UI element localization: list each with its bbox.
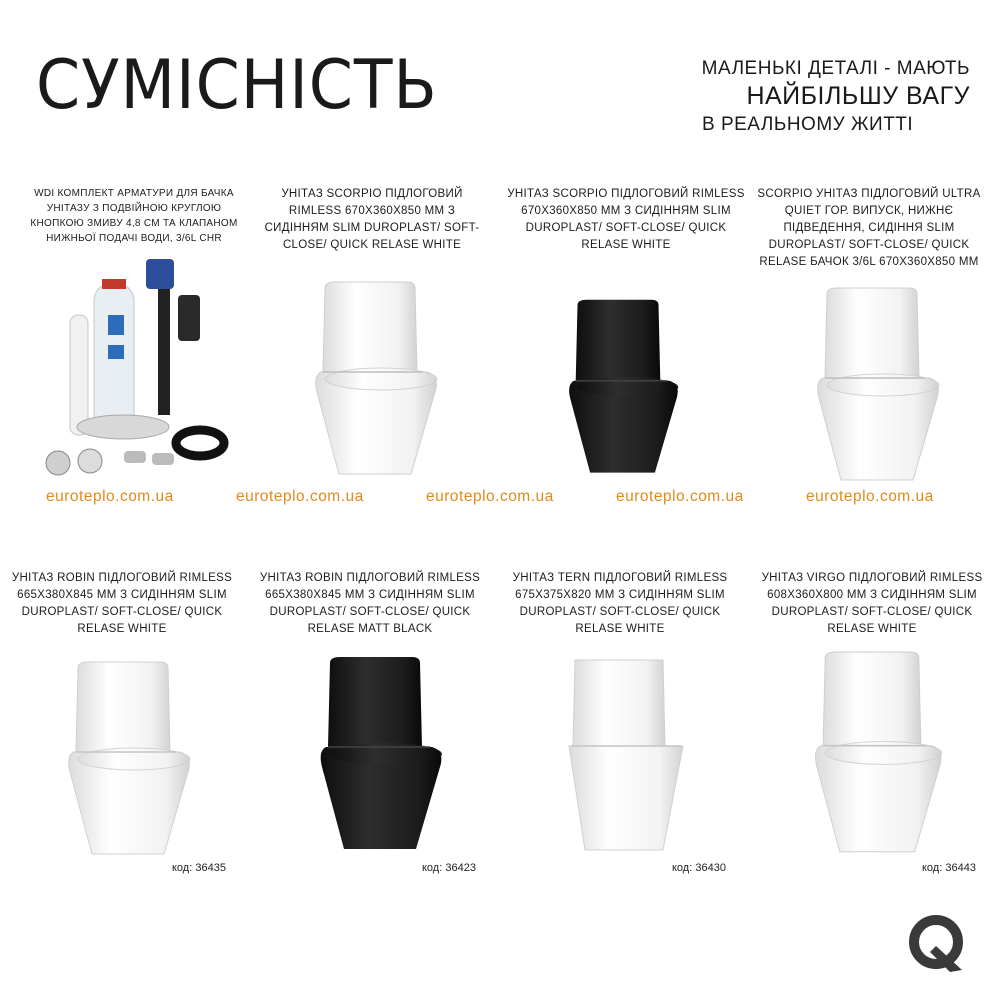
tern-white-image (545, 650, 695, 858)
site-url-3: euroteplo.com.ua (426, 488, 554, 505)
caption-tern-white: УНІТАЗ TERN ПІДЛОГОВИЙ RIMLESS 675Х375Х820 ММ З СИДІННЯМ SLIM DUROPLAST/ SOFT-CLOSE/ QUICK RELASE WHITE (512, 572, 728, 635)
product-code-36435: код: 36435 (172, 862, 226, 874)
site-url-2: euroteplo.com.ua (236, 488, 364, 505)
tagline-line-2: НАЙБІЛЬШУ ВАГУ (746, 82, 970, 110)
site-url-5: euroteplo.com.ua (806, 488, 934, 505)
brand-logo-icon (906, 912, 970, 976)
site-url-1: euroteplo.com.ua (46, 488, 174, 505)
virgo-white-image (790, 650, 954, 858)
flush-kit-image (38, 255, 238, 485)
caption-virgo-white: УНІТАЗ VIRGO ПІДЛОГОВИЙ RIMLESS 608Х360Х800 ММ З СИДІННЯМ SLIM DUROPLAST/ SOFT-CLOSE/ QUICK RELASE WHITE (761, 572, 983, 635)
caption-scorpio-white: УНІТАЗ SCORPIO ПІДЛОГОВИЙ RIMLESS 670Х360Х850 ММ З СИДІННЯМ SLIM DUROPLAST/ SOFT-CLOSE/ QUICK RELASE WHITE (264, 188, 480, 251)
caption-robin-black: УНІТАЗ ROBIN ПІДЛОГОВИЙ RIMLESS 665Х380Х845 ММ З СИДІННЯМ SLIM DUROPLAST/ SOFT-CLOSE/ QUICK RELASE MATT BLACK (259, 572, 481, 635)
scorpio-black-image (548, 298, 688, 478)
robin-black-image (300, 652, 450, 858)
tagline-line-1: МАЛЕНЬКІ ДЕТАЛІ - МАЮТЬ (701, 58, 970, 79)
robin-white-image (48, 660, 198, 860)
page-title: СУМІСНІСТЬ (36, 46, 438, 125)
scorpio-white-image (290, 280, 450, 480)
scorpio-ultra-quiet-image (792, 286, 952, 486)
tagline-line-3: В РЕАЛЬНОМУ ЖИТТІ (702, 114, 914, 135)
caption-flush-kit: WDI КОМПЛЕКТ АРМАТУРИ ДЛЯ БАЧКА УНІТАЗУ З ПОДВІЙНОЮ КРУГЛОЮ КНОПКОЮ ЗМИВУ 4,8 СМ ТА КЛАПАНОМ НИЖНЬОЇ ПОДАЧІ ВОДИ, 3/6L CHR (30, 188, 238, 244)
product-code-36430: код: 36430 (672, 862, 726, 874)
site-url-4: euroteplo.com.ua (616, 488, 744, 505)
caption-scorpio-black: УНІТАЗ SCORPIO ПІДЛОГОВИЙ RIMLESS 670Х360Х850 ММ З СИДІННЯМ SLIM DUROPLAST/ SOFT-CLOSE/ QUICK RELASE WHITE (507, 188, 745, 251)
product-code-36443: код: 36443 (922, 862, 976, 874)
caption-scorpio-ultra-quiet: SCORPIO УНІТАЗ ПІДЛОГОВИЙ ULTRA QUIET ГОР. ВИПУСК, НИЖНЄ ПІДВЕДЕННЯ, СИДІННЯ SLIM DUROPLAST/ SOFT-CLOSE/ QUICK RELASE БАЧОК 3/6L 670Х360Х850 ММ (757, 188, 981, 268)
caption-robin-white: УНІТАЗ ROBIN ПІДЛОГОВИЙ RIMLESS 665Х380Х845 ММ З СИДІННЯМ SLIM DUROPLAST/ SOFT-CLOSE/ QUICK RELASE WHITE (11, 572, 233, 635)
product-code-36423: код: 36423 (422, 862, 476, 874)
